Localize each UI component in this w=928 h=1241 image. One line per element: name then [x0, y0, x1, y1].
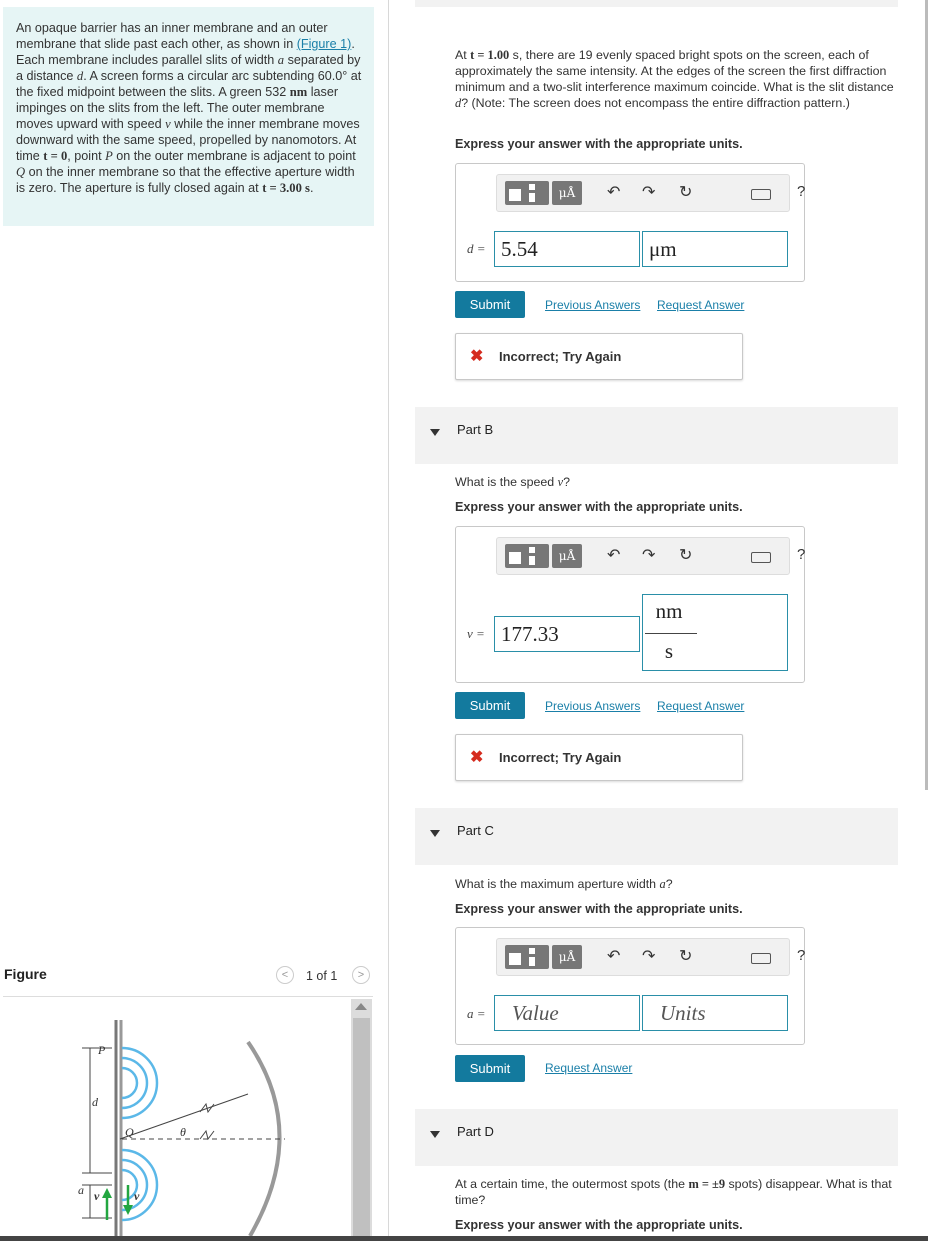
units-icon[interactable]: μÅ: [552, 945, 582, 969]
help-icon[interactable]: ?: [797, 546, 806, 563]
question-text: ?: [665, 877, 673, 891]
redo-icon[interactable]: ↷: [642, 547, 656, 564]
question-text: ? (Note: The screen does not encompass the entire diffraction pattern.): [461, 96, 850, 110]
part-b-title: Part B: [457, 422, 494, 437]
redo-icon[interactable]: ↷: [642, 948, 656, 965]
question-text: At a certain time, the outermost spots (the: [455, 1177, 689, 1191]
var-label: a =: [467, 1006, 486, 1021]
question-time: t = 1.00: [470, 48, 510, 62]
question-text: At: [455, 48, 471, 62]
part-a-question: [455, 47, 895, 111]
time-zero: t = 0: [43, 149, 68, 163]
feedback-text: Incorrect; Try Again: [499, 750, 622, 765]
time-three: t = 3.00 s: [262, 181, 310, 195]
reset-icon[interactable]: ↻: [679, 547, 693, 564]
part-b-question: [455, 474, 895, 490]
units-input[interactable]: Units: [642, 995, 788, 1031]
submit-button[interactable]: Submit: [455, 692, 525, 719]
request-answer-link[interactable]: Request Answer: [657, 699, 745, 713]
previous-answers-link[interactable]: Previous Answers: [545, 699, 641, 713]
keyboard-icon[interactable]: [751, 953, 771, 964]
redo-icon[interactable]: ↷: [642, 184, 656, 201]
request-answer-link[interactable]: Request Answer: [657, 298, 745, 312]
keyboard-icon[interactable]: [751, 552, 771, 563]
question-var: d: [455, 96, 462, 110]
problem-text: while the inner membrane moves downward with the same speed, propelled by nanomotors. At time: [16, 117, 360, 163]
chevron-right-icon[interactable]: >: [352, 966, 370, 984]
figure-title: Figure: [4, 966, 47, 982]
part-c-question: [455, 876, 895, 892]
help-icon[interactable]: ?: [797, 183, 806, 200]
part-c-answer-box: [455, 927, 805, 1045]
unit-denominator: s: [664, 639, 674, 663]
var-p: P: [105, 149, 113, 163]
part-c-express: Express your answer with the appropriate units.: [455, 902, 743, 916]
problem-text: . Each membrane includes parallel slits of width: [16, 37, 355, 67]
problem-text: on the inner membrane so that the effective aperture width is zero. The aperture is fully closed again at: [16, 165, 355, 195]
question-text: spots) disappear. What is that time?: [455, 1177, 892, 1207]
up-arrow-icon: [102, 1188, 112, 1198]
part-d-title: Part D: [457, 1124, 494, 1139]
var-label: v =: [467, 626, 485, 641]
question-text: s, there are 19 evenly spaced bright spots on the screen, each of approximately the same intensity. At the edges of the screen the first diffraction minimum and a two-slit interference maximum coincide. What is the slit distance: [455, 48, 894, 94]
value-input[interactable]: 5.54: [494, 231, 640, 267]
units-icon[interactable]: μÅ: [552, 544, 582, 568]
request-answer-link[interactable]: Request Answer: [545, 1061, 633, 1075]
collapse-icon[interactable]: [430, 830, 440, 837]
label-v-down: v: [134, 1189, 140, 1203]
unit-nm: nm: [289, 85, 308, 99]
part-c-title: Part C: [457, 823, 494, 838]
problem-text: , point: [67, 149, 106, 163]
part-a-answer-box: [455, 163, 805, 282]
chevron-left-icon[interactable]: <: [276, 966, 294, 984]
part-a-express: Express your answer with the appropriate units.: [455, 137, 743, 151]
question-var: a: [659, 877, 666, 891]
error-icon: ✖: [470, 348, 484, 365]
unit-numerator: nm: [655, 599, 683, 623]
column-divider: [388, 0, 389, 1241]
collapse-icon[interactable]: [430, 429, 440, 436]
keyboard-icon[interactable]: [751, 189, 771, 200]
fraction-bar: [645, 633, 697, 634]
feedback-box: [455, 333, 743, 380]
label-p: P: [98, 1043, 106, 1057]
part-c-header[interactable]: [415, 808, 898, 865]
problem-text: An opaque barrier has an inner membrane and an outer membrane that slide past each other, as shown in: [16, 21, 328, 51]
figure-diagram: [50, 1010, 300, 1236]
undo-icon[interactable]: ↶: [607, 948, 621, 965]
collapse-icon[interactable]: [430, 1131, 440, 1138]
part-b-answer-box: [455, 526, 805, 683]
feedback-text: Incorrect; Try Again: [499, 349, 622, 364]
question-text: ?: [563, 475, 571, 489]
help-icon[interactable]: ?: [797, 947, 806, 964]
part-b-express: Express your answer with the appropriate units.: [455, 500, 743, 514]
question-m: m = ±9: [688, 1177, 726, 1191]
problem-text: .: [309, 181, 314, 195]
var-q: Q: [16, 165, 26, 179]
scroll-up-icon[interactable]: [355, 1003, 367, 1010]
reset-icon[interactable]: ↻: [679, 184, 693, 201]
upper-waves: [122, 1048, 157, 1118]
value-input[interactable]: 177.33: [494, 616, 640, 652]
var-a: a: [277, 53, 285, 67]
question-text: What is the speed: [455, 475, 558, 489]
units-icon[interactable]: μÅ: [552, 181, 582, 205]
templates-icon[interactable]: [505, 181, 549, 205]
bottom-bar: [0, 1236, 928, 1241]
part-d-header[interactable]: [415, 1109, 898, 1166]
units-input[interactable]: [642, 594, 788, 671]
units-input[interactable]: μm: [642, 231, 788, 267]
figure-divider: [3, 996, 373, 997]
part-d-question: [455, 1176, 895, 1208]
label-a: a: [78, 1183, 84, 1197]
problem-text: laser impinges on the slits from the left. The outer membrane moves upward with speed: [16, 85, 339, 131]
undo-icon[interactable]: ↶: [607, 184, 621, 201]
problem-statement: [3, 7, 374, 226]
templates-icon[interactable]: [505, 544, 549, 568]
value-input[interactable]: Value: [494, 995, 640, 1031]
label-d: d: [92, 1095, 98, 1109]
figure-count: 1 of 1: [306, 969, 338, 983]
question-var: v: [557, 475, 564, 489]
submit-button[interactable]: Submit: [455, 291, 525, 318]
var-label: d =: [467, 241, 486, 256]
reset-icon[interactable]: ↻: [679, 948, 693, 965]
part-b-header[interactable]: [415, 407, 898, 464]
part-d-express: Express your answer with the appropriate units.: [455, 1218, 743, 1232]
math-toolbar: [496, 174, 806, 212]
error-icon: ✖: [470, 749, 484, 766]
templates-icon[interactable]: [505, 945, 549, 969]
previous-answers-link[interactable]: Previous Answers: [545, 298, 641, 312]
label-theta: θ: [180, 1125, 186, 1139]
feedback-box: [455, 734, 743, 781]
var-d: d: [76, 69, 84, 83]
label-q: Q: [125, 1125, 134, 1139]
question-text: What is the maximum aperture width: [455, 877, 660, 891]
var-v: v: [165, 117, 171, 131]
math-toolbar: [496, 537, 806, 575]
figure-scroll-thumb[interactable]: [353, 1018, 370, 1236]
submit-button[interactable]: Submit: [455, 1055, 525, 1082]
part-a-header[interactable]: [415, 0, 898, 7]
label-v-up: v: [94, 1189, 100, 1203]
figure-link[interactable]: (Figure 1): [296, 37, 352, 51]
problem-text: . A screen forms a circular arc subtending 60.0° at the fixed midpoint between the slits. A green 532: [16, 69, 362, 99]
problem-text: on the outer membrane is adjacent to point: [112, 149, 356, 163]
math-toolbar: [496, 938, 806, 976]
problem-text: separated by a distance: [16, 53, 361, 83]
undo-icon[interactable]: ↶: [607, 547, 621, 564]
